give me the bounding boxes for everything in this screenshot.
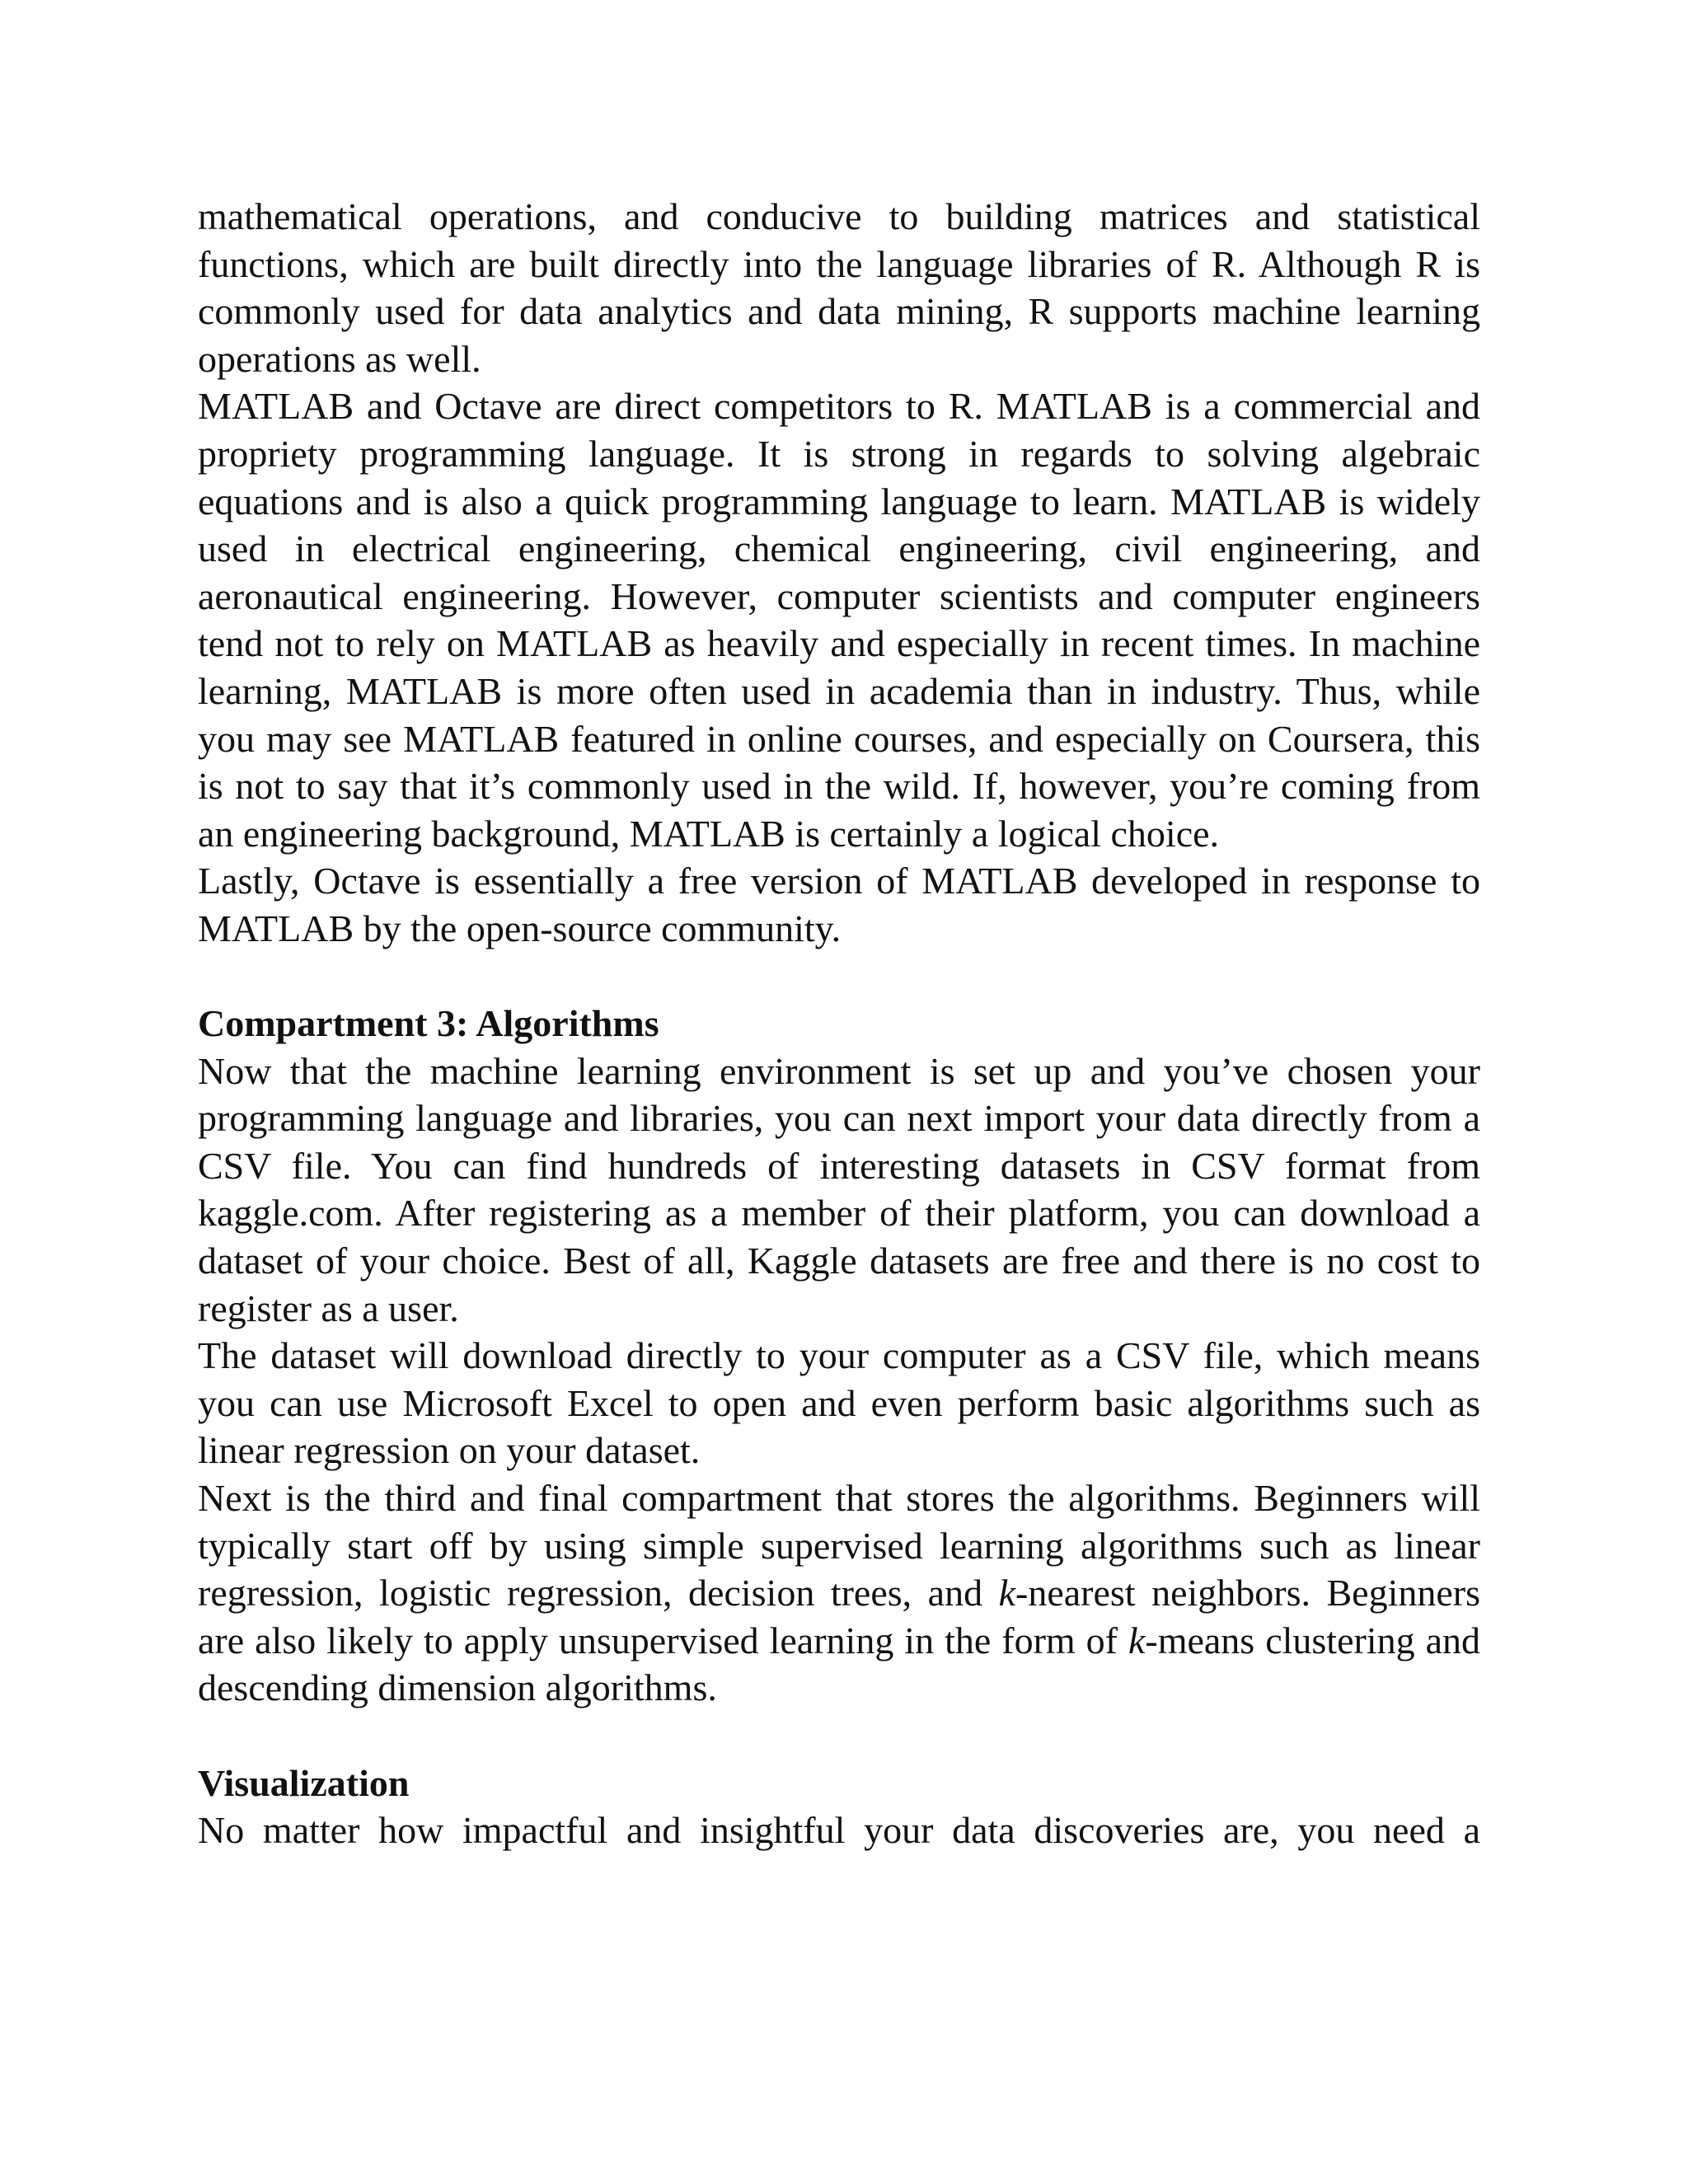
text-run: -means clustering and descending dimension algorithms. <box>198 1619 1480 1709</box>
paragraph-r-language: mathematical operations, and conducive to building matrices and statistical functions, which are built directly into the language libraries of R. Although R is commonly used for data analytics and data mining, R supports machine learning operations as well. <box>198 195 1480 380</box>
paragraph-third-compartment <box>198 1474 1480 1712</box>
italic-k: k <box>1128 1619 1146 1661</box>
paragraph-import-data: Now that the machine learning environment is set up and you’ve chosen your programming language and libraries, you can next import your data directly from a CSV file. You can find hundreds of interesting datasets in CSV format from kaggle.com. After registering as a member of their platform, you can download a dataset of your choice. Best of all, Kaggle datasets are free and there is no cost to register as a user. <box>198 1049 1480 1329</box>
section-gap <box>198 1712 1480 1760</box>
paragraph-octave: Lastly, Octave is essentially a free version of MATLAB developed in response to MATLAB by the open-source community. <box>198 860 1480 949</box>
text-run: Next is the third and final compartment that stores the algorithms. Beginners will typically start off by using simple supervised learning algorithms such as linear regression, logistic regression, decision trees, and <box>198 1477 1480 1615</box>
heading-visualization: Visualization <box>198 1761 410 1804</box>
section-gap <box>198 953 1480 1001</box>
paragraph-csv-download: The dataset will download directly to your computer as a CSV file, which means you can use Microsoft Excel to open and even perform basic algorithms such as linear regression on your dataset. <box>198 1334 1480 1472</box>
heading-compartment-3-algorithms: Compartment 3: Algorithms <box>198 1002 659 1045</box>
paragraph-visualization: No matter how impactful and insightful your data discoveries are, you need a <box>198 1809 1480 1852</box>
paragraph-matlab-octave: MATLAB and Octave are direct competitors to R. MATLAB is a commercial and propriety programming language. It is strong in regards to solving algebraic equations and is also a quick programming language to learn. MATLAB is widely used in electrical engineering, chemical engineering, civil engineering, and aeronautical engineering. However, computer scientists and computer engineers tend not to rely on MATLAB as heavily and especially in recent times. In machine learning, MATLAB is more often used in academia than in industry. Thus, while you may see MATLAB featured in online courses, and especially on Coursera, this is not to say that it’s commonly used in the wild. If, however, you’re coming from an engineering background, MATLAB is certainly a logical choice. <box>198 385 1480 855</box>
document-body <box>198 193 1480 1854</box>
italic-k: k <box>998 1572 1015 1615</box>
text-run: -nearest neighbors. Beginners are also likely to apply unsupervised learning in the form of <box>198 1572 1480 1661</box>
